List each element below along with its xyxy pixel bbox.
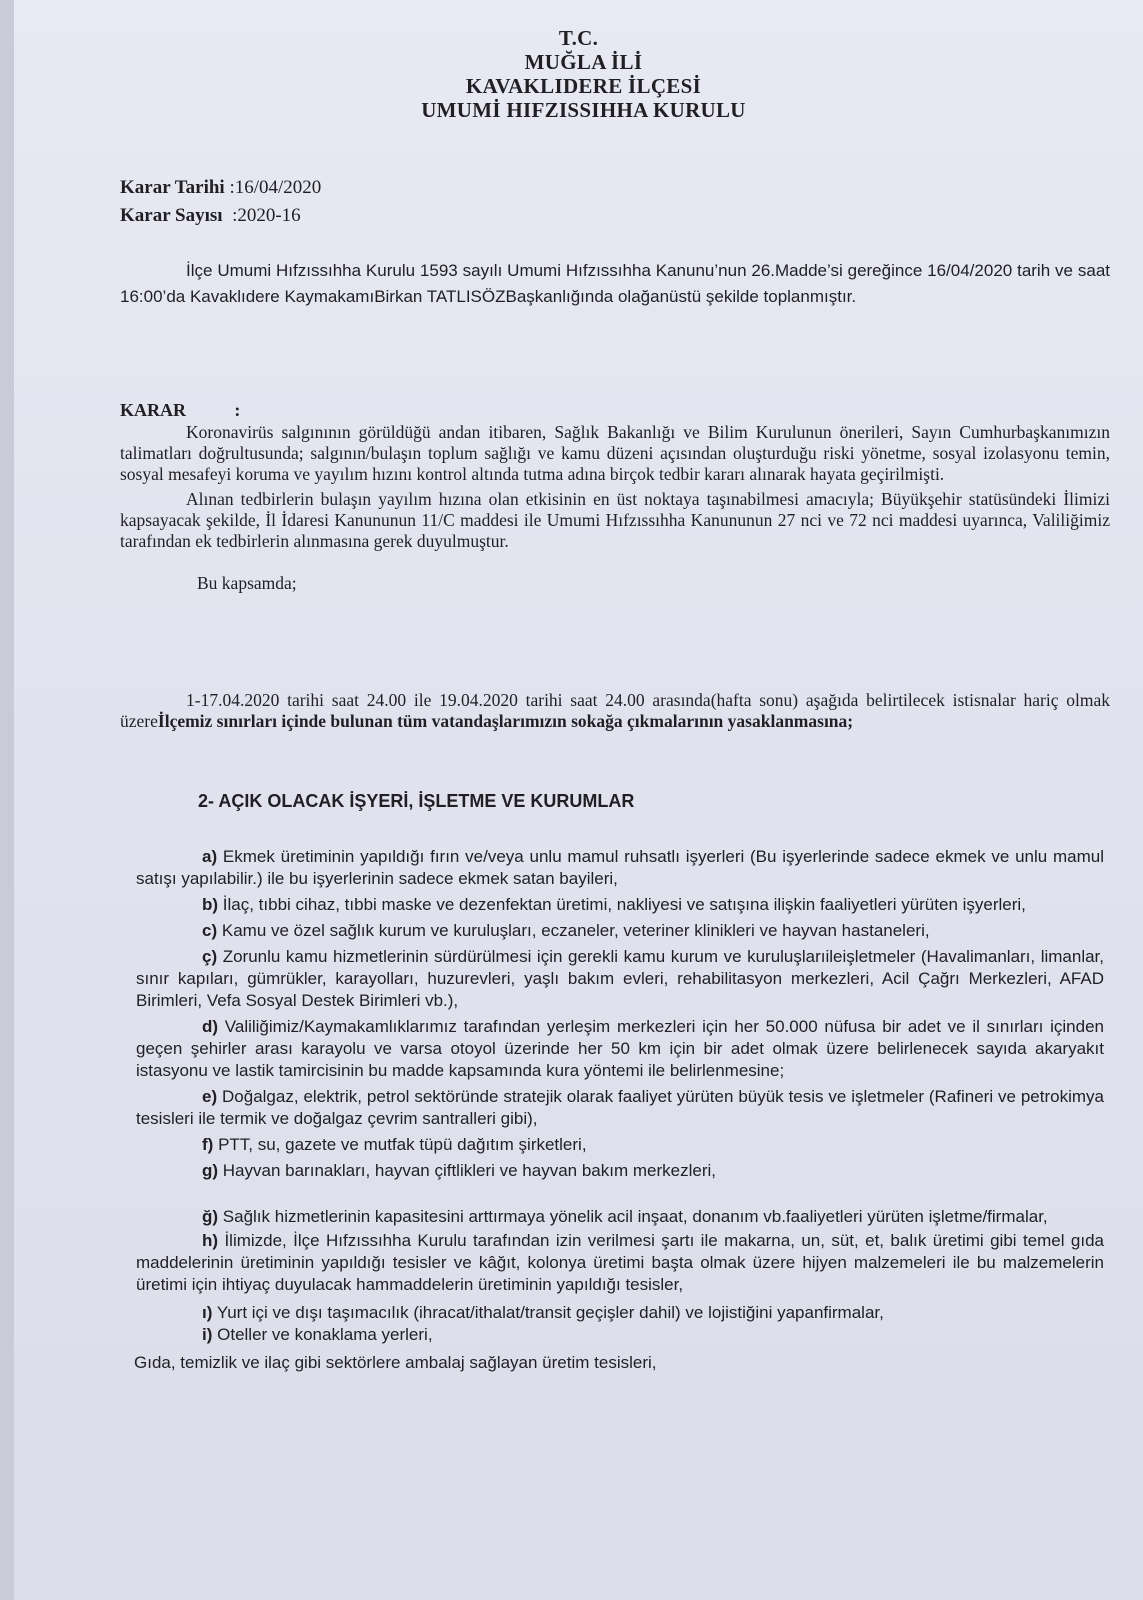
- list-item-g: g) Hayvan barınakları, hayvan çiftlikleri ve hayvan bakım merkezleri,: [202, 1161, 716, 1180]
- list-item-i: i) Oteller ve konaklama yerleri,: [202, 1325, 433, 1344]
- list-item-b: b) İlaç, tıbbi cihaz, tıbbi maske ve dezenfektan üretimi, nakliyesi ve satışına ilişkin faaliyetleri yürüten işyerleri,: [202, 895, 1026, 914]
- item-1-paragraph: [120, 690, 1110, 732]
- intro-paragraph: İlçe Umumi Hıfzıssıhha Kurulu 1593 sayılı Umumi Hıfzıssıhha Kanunu’nun 26.Madde’si gereğince 16/04/2020 tarih ve saat 16:00’da Kavaklıdere KaymakamıBirkan TATLISÖZBaşkanlığında olağanüstü şekilde toplanmıştır.: [120, 261, 1110, 306]
- list-item-g-breve: ğ) Sağlık hizmetlerinin kapasitesini arttırmaya yönelik acil inşaat, donanım vb.faaliyetleri yürüten işletme/firmalar,: [202, 1207, 1048, 1226]
- list-item-d: d) Valiliğimiz/Kaymakamlıklarımız tarafından yerleşim merkezleri için her 50.000 nüfusa bir adet ve il sınırları içinden geçen şehirler arası karayolu ve varsa otoyol üzerinde her 50 km için bir adet olmak üzere belirlenecek sayıda akaryakıt istasyonu ve lastik tamircisinin bu madde kapsamında kura yöntemi ile belirlenmesine;: [136, 1017, 1104, 1080]
- decision-date-value: :16/04/2020: [229, 177, 322, 198]
- header-board: UMUMİ HIFZISSIHHA KURULU: [421, 98, 746, 122]
- item-1-text: 1-17.04.2020 tarihi saat 24.00 ile 19.04.2020 tarihi saat 24.00 arasında(hafta sonu) aşağıda belirtilecek istisnalar hariç olmak üzere: [120, 690, 1110, 731]
- scope-line: Bu kapsamda;: [197, 573, 297, 593]
- intro-paragraph-block: [120, 258, 1110, 310]
- decision-number-value: :2020-16: [232, 205, 301, 226]
- items-list: [136, 846, 1104, 1374]
- document-header: [14, 26, 1143, 122]
- item-1: [120, 690, 1110, 732]
- document-page: [14, 0, 1143, 1600]
- last-line: Gıda, temizlik ve ilaç gibi sektörlere ambalaj sağlayan üretim tesisleri,: [134, 1353, 657, 1372]
- karar-section: [120, 398, 1110, 594]
- list-item-c: c) Kamu ve özel sağlık kurum ve kuruluşları, eczaneler, veteriner klinikleri ve hayvan hastaneleri,: [202, 921, 930, 940]
- list-item-dotless-i: ı) Yurt içi ve dışı taşımacılık (ihracat/ithalat/transit geçişler dahil) ve lojistiğini yapanfirmalar,: [202, 1303, 884, 1322]
- list-item-h: h) İlimizde, İlçe Hıfzıssıhha Kurulu tarafından izin verilmesi şartı ile makarna, un, süt, et, balık üretimi gibi temel gıda maddelerinin üretiminin yapıldığı tesisler ve kâğıt, kolonya üretimi başta olmak üzere hijyen malzemeleri ile bu malzemelerin üretimi için ihtiyaç duyulacak hammaddelerin üretiminin yapıldığı tesisler,: [136, 1231, 1104, 1294]
- list-item-a: a) Ekmek üretiminin yapıldığı fırın ve/veya unlu mamul ruhsatlı işyerleri (Bu işyerlerinde sadece ekmek ve unlu mamul satışı yapılabilir.) ile bu işyerlerinin sadece ekmek satan bayileri,: [136, 847, 1104, 888]
- karar-heading: [120, 398, 1110, 422]
- decision-date-label: Karar Tarihi: [120, 177, 225, 198]
- karar-paragraph-1: Koronavirüs salgınının görüldüğü andan itibaren, Sağlık Bakanlığı ve Bilim Kurulunun önerileri, Sayın Cumhurbaşkanımızın talimatları doğrultusunda; salgının/bulaşın toplum sağlığı ve kamu düzeni açısından oluşturduğu riski yönetme, sosyal izolasyonu temin, sosyal mesafeyi koruma ve yayılım hızını kontrol altında tutma adına birçok tedbir kararı alınarak hayata geçirilmişti.: [120, 422, 1110, 484]
- item-1-bold-text: İlçemiz sınırları içinde bulunan tüm vatandaşlarımızın sokağa çıkmalarının yasaklanmasına;: [157, 711, 854, 731]
- list-item-e: e) Doğalgaz, elektrik, petrol sektöründe stratejik olarak faaliyet yürüten büyük tesis ve işletmeler (Rafineri ve petrokimya tesisleri ile termik ve doğalgaz çevrim santralleri gibi),: [136, 1087, 1104, 1128]
- header-tc: T.C.: [558, 26, 599, 50]
- list-item-c-cedilla: ç) Zorunlu kamu hizmetlerinin sürdürülmesi için gerekli kamu kurum ve kuruluşlarıileişletmeler (Havalimanları, limanlar, sınır kapıları, gümrükler, karayolları, huzurevleri, yaşlı bakım evleri, rehabilitasyon merkezleri, Acil Çağrı Merkezleri, AFAD Birimleri, Vefa Sosyal Destek Birimleri vb.),: [136, 947, 1104, 1010]
- decision-meta: [120, 174, 321, 230]
- section-2-title: 2- AÇIK OLACAK İŞYERİ, İŞLETME VE KURUMLAR: [198, 791, 635, 811]
- header-province: MUĞLA İLİ: [524, 50, 643, 74]
- decision-date-row: [120, 174, 321, 202]
- karar-label: KARAR: [120, 400, 186, 420]
- decision-number-row: [120, 202, 321, 230]
- list-item-f: f) PTT, su, gazete ve mutfak tüpü dağıtım şirketleri,: [202, 1135, 587, 1154]
- header-district: KAVAKLIDERE İLÇESİ: [465, 74, 702, 98]
- karar-colon: :: [234, 400, 241, 420]
- decision-number-label: Karar Sayısı: [120, 205, 223, 226]
- karar-paragraph-2: Alınan tedbirlerin bulaşın yayılım hızına olan etkisinin en üst noktaya taşınabilmesi amacıyla; Büyükşehir statüsündeki İlimizi kapsayacak şekilde, İl İdaresi Kanununun 11/C maddesi ile Umumi Hıfzıssıhha Kanununun 27 nci ve 72 nci maddesi uyarınca, Valiliğimiz tarafından ek tedbirlerin alınmasına gerek duyulmuştur.: [120, 489, 1110, 551]
